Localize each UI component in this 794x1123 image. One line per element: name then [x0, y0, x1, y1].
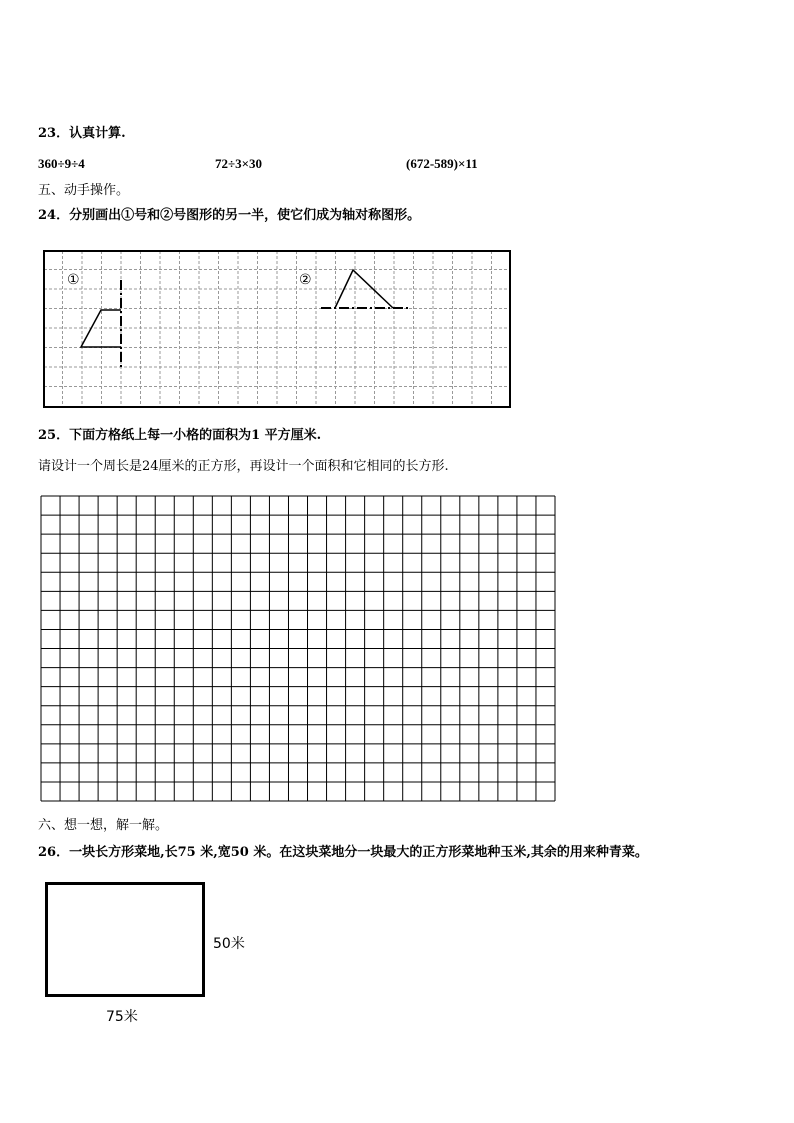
q24-dashed-grid	[43, 250, 511, 408]
q25-square-grid	[40, 495, 556, 802]
q25-title: 25．下面方格纸上每一小格的面积为1 平方厘米.	[38, 428, 322, 443]
section-6-heading: 六、想一想，解一解。	[38, 818, 169, 833]
q24-title: 24．分别画出①号和②号图形的另一半，使它们成为轴对称图形。	[38, 208, 421, 223]
field-length-label: 75米	[106, 1009, 138, 1025]
figure2-label: ②	[299, 272, 312, 288]
q23-expression: (672-589)×11	[406, 156, 478, 171]
q25-instruction: 请设计一个周长是24厘米的正方形，再设计一个面积和它相同的长方形.	[38, 459, 449, 474]
field-width-label: 50米	[213, 936, 245, 952]
q26-title: 26．一块长方形菜地,长75 米,宽50 米。在这块菜地分一块最大的正方形菜地种玉米,其余的用来种青菜。	[38, 845, 648, 860]
q23-title: 23．认真计算.	[38, 126, 126, 141]
section-5-heading: 五、动手操作。	[38, 183, 130, 198]
q23-expression: 360÷9÷4	[38, 156, 85, 171]
figure1-label: ①	[67, 272, 80, 288]
vegetable-field-rectangle	[45, 882, 205, 997]
q23-expression: 72÷3×30	[215, 156, 263, 171]
